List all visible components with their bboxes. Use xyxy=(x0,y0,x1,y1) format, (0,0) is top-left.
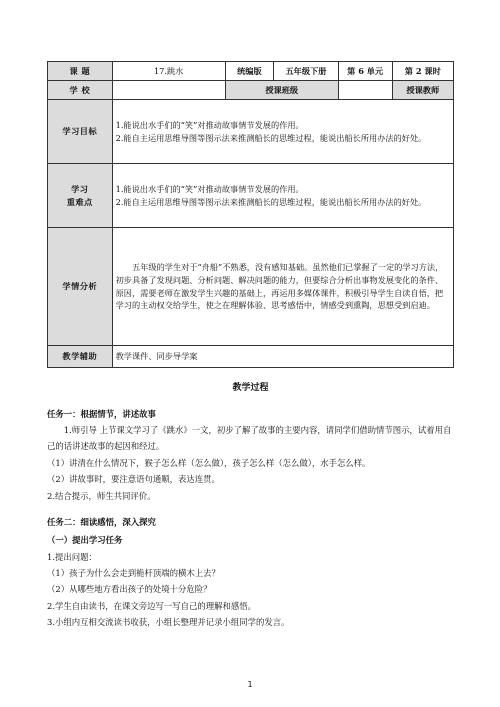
lesson-info-table xyxy=(47,61,454,368)
process-title: 教学过程 xyxy=(232,383,269,393)
class-value xyxy=(338,81,392,100)
task2-paragraph: 1.提出问题： xyxy=(47,551,97,562)
task1-paragraph: 2.结合提示，师生共同评价。 xyxy=(47,490,156,501)
key-points-label xyxy=(48,164,113,228)
task1-subitem: （1）讲清在什么情况下，猴子怎么样（怎么做），孩子怎么样（怎么做），水手怎么样。 xyxy=(47,457,371,468)
teaching-process xyxy=(47,380,454,631)
key-points-label-line1: 学习 xyxy=(71,183,89,194)
goals-label: 学习目标 xyxy=(48,100,113,164)
table-row-topic xyxy=(48,62,454,81)
topic-label: 课 题 xyxy=(48,62,113,81)
goal-item: 2.能自主运用思维导图等图示法来推测船长的思维过程，能说出船长所用办法的好处。 xyxy=(115,132,427,143)
task1-subitem: （2）讲故事时，要注意语句通顺，表达连贯。 xyxy=(47,474,220,485)
school-label: 学 校 xyxy=(48,81,113,100)
analysis-label: 学情分析 xyxy=(48,228,113,346)
task2-paragraph: 3.小组内互相交流读书收获，小组长整理并记录小组同学的发言。 xyxy=(47,617,290,628)
edition-cell: 统编版 xyxy=(225,62,273,81)
task1-paragraph: 1.师引导 上节课文学习了《跳水》一文，初步了解了故事的主要内容，请同学们借助情节图示，试着用自己的话讲述故事的起因和经过。 xyxy=(47,424,452,452)
key-points-content xyxy=(112,164,453,228)
aids-label: 教学辅助 xyxy=(48,346,113,368)
page-number: 1 xyxy=(247,680,253,689)
key-point-item: 1.能说出水手们的“笑”对推动故事情节发展的作用。 xyxy=(115,183,304,194)
grade-cell: 五年级下册 xyxy=(274,62,339,81)
task2-title: 任务二：细读感悟，深入探究 xyxy=(47,516,156,527)
task2-subitem: （1）孩子为什么会走到桅杆顶端的横木上去？ xyxy=(47,568,220,579)
key-points-label-line2: 重难点 xyxy=(66,196,93,207)
table-row-key-points xyxy=(48,164,454,228)
aids-content: 教学课件、同步导学案 xyxy=(112,346,453,368)
lesson-title: 17.跳水 xyxy=(112,62,225,81)
analysis-text: 五年级的学生对于“舟船”不熟悉，没有感知基础。虽然他们已掌握了一定的学习方法，初步具备了发现问题、分析问题、解决问题的能力，但要综合分析出事物发展变化的条件、原因，需要老师在激发学生兴趣的基础上，再运用多媒体课件，积极引导学生自读自悟，把学习的主动权交给学生，使之在理解体验、思考感悟中，情感受到熏陶，思想受到启迪。 xyxy=(115,262,444,311)
table-row-aids xyxy=(48,346,454,368)
task2-subtitle: （一）提出学习任务 xyxy=(47,535,123,546)
goals-content xyxy=(112,100,453,164)
teacher-label: 授课教师 xyxy=(392,81,453,100)
section-gap xyxy=(47,504,454,512)
task2-subitem: （2）从哪些地方看出孩子的处境十分危险？ xyxy=(47,584,212,595)
period-cell: 第 2 课时 xyxy=(392,62,453,81)
key-point-item: 2.能自主运用思维导图等图示法来推测船长的思维过程，能说出船长所用办法的好处。 xyxy=(115,196,427,207)
task2-paragraph: 2.学生自由读书，在课文旁边写一写自己的理解和感悟。 xyxy=(47,600,256,611)
unit-cell: 第 6 单元 xyxy=(338,62,392,81)
task1-title: 任务一：根据情节，讲述故事 xyxy=(47,408,156,419)
analysis-content xyxy=(112,228,453,346)
school-value xyxy=(112,81,225,100)
class-label: 授课班级 xyxy=(225,81,338,100)
table-row-goals xyxy=(48,100,454,164)
table-row-school xyxy=(48,81,454,100)
table-row-analysis xyxy=(48,228,454,346)
goal-item: 1.能说出水手们的“笑”对推动故事情节发展的作用。 xyxy=(115,119,304,130)
